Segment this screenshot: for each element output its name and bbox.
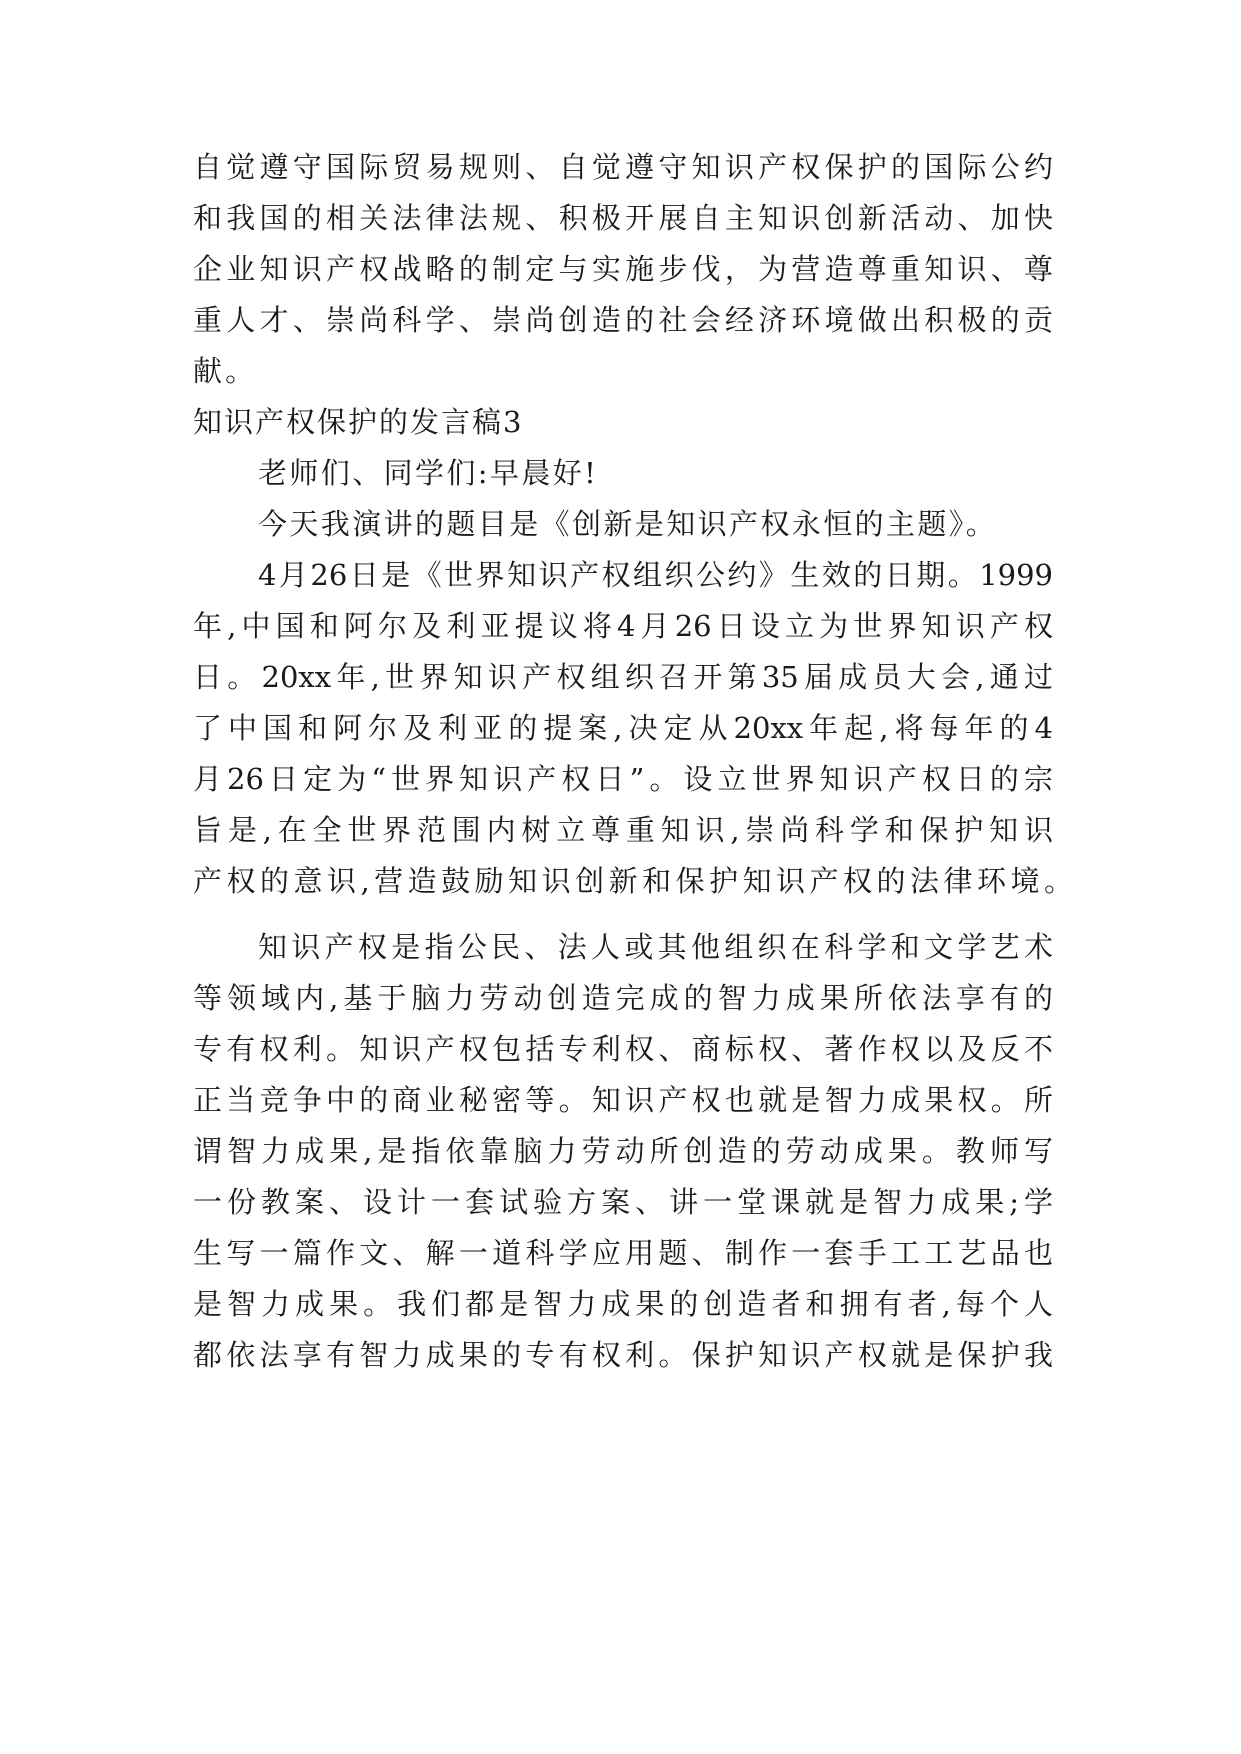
body-text-line: 月26日定为“世界知识产权日”。设立世界知识产权日的宗 [193,762,1053,796]
body-text-line: 献。 [193,354,258,388]
body-text-line: 谓智力成果,是指依靠脑力劳动所创造的劳动成果。教师写 [193,1134,1053,1168]
body-text-line: 生写一篇作文、解一道科学应用题、制作一套手工工艺品也 [193,1236,1053,1270]
body-text-line: 知识产权是指公民、法人或其他组织在科学和文学艺术 [258,930,1053,964]
greeting-line: 老师们、同学们:早晨好! [258,456,599,490]
body-text-line: 年,中国和阿尔及利亚提议将4月26日设立为世界知识产权 [193,609,1053,643]
topic-line: 今天我演讲的题目是《创新是知识产权永恒的主题》。 [258,507,998,541]
section-heading: 知识产权保护的发言稿3 [193,405,524,439]
body-text-line: 正当竞争中的商业秘密等。知识产权也就是智力成果权。所 [193,1083,1053,1117]
body-text-line: 等领域内,基于脑力劳动创造完成的智力成果所依法享有的 [193,981,1053,1015]
body-text-line: 都依法享有智力成果的专有权利。保护知识产权就是保护我 [193,1338,1053,1372]
body-text-line: 和我国的相关法律法规、积极开展自主知识创新活动、加快 [193,201,1053,235]
body-text-line: 是智力成果。我们都是智力成果的创造者和拥有者,每个人 [193,1287,1053,1321]
body-text-line: 重人才、崇尚科学、崇尚创造的社会经济环境做出积极的贡 [193,303,1053,337]
body-text-line: 了中国和阿尔及利亚的提案,决定从20xx年起,将每年的4 [193,711,1053,745]
body-text-line: 日。20xx年,世界知识产权组织召开第35届成员大会,通过 [193,660,1053,694]
body-text-line: 一份教案、设计一套试验方案、讲一堂课就是智力成果;学 [193,1185,1053,1219]
body-text-line: 产权的意识,营造鼓励知识创新和保护知识产权的法律环境。 [193,864,1073,898]
body-text-line: 4月26日是《世界知识产权组织公约》生效的日期。1999 [258,558,1053,592]
body-text-line: 自觉遵守国际贸易规则、自觉遵守知识产权保护的国际公约 [193,150,1053,184]
body-text-line: 企业知识产权战略的制定与实施步伐，为营造尊重知识、尊 [193,252,1053,286]
body-text-line: 旨是,在全世界范围内树立尊重知识,崇尚科学和保护知识 [193,813,1053,847]
body-text-line: 专有权利。知识产权包括专利权、商标权、著作权以及反不 [193,1032,1053,1066]
